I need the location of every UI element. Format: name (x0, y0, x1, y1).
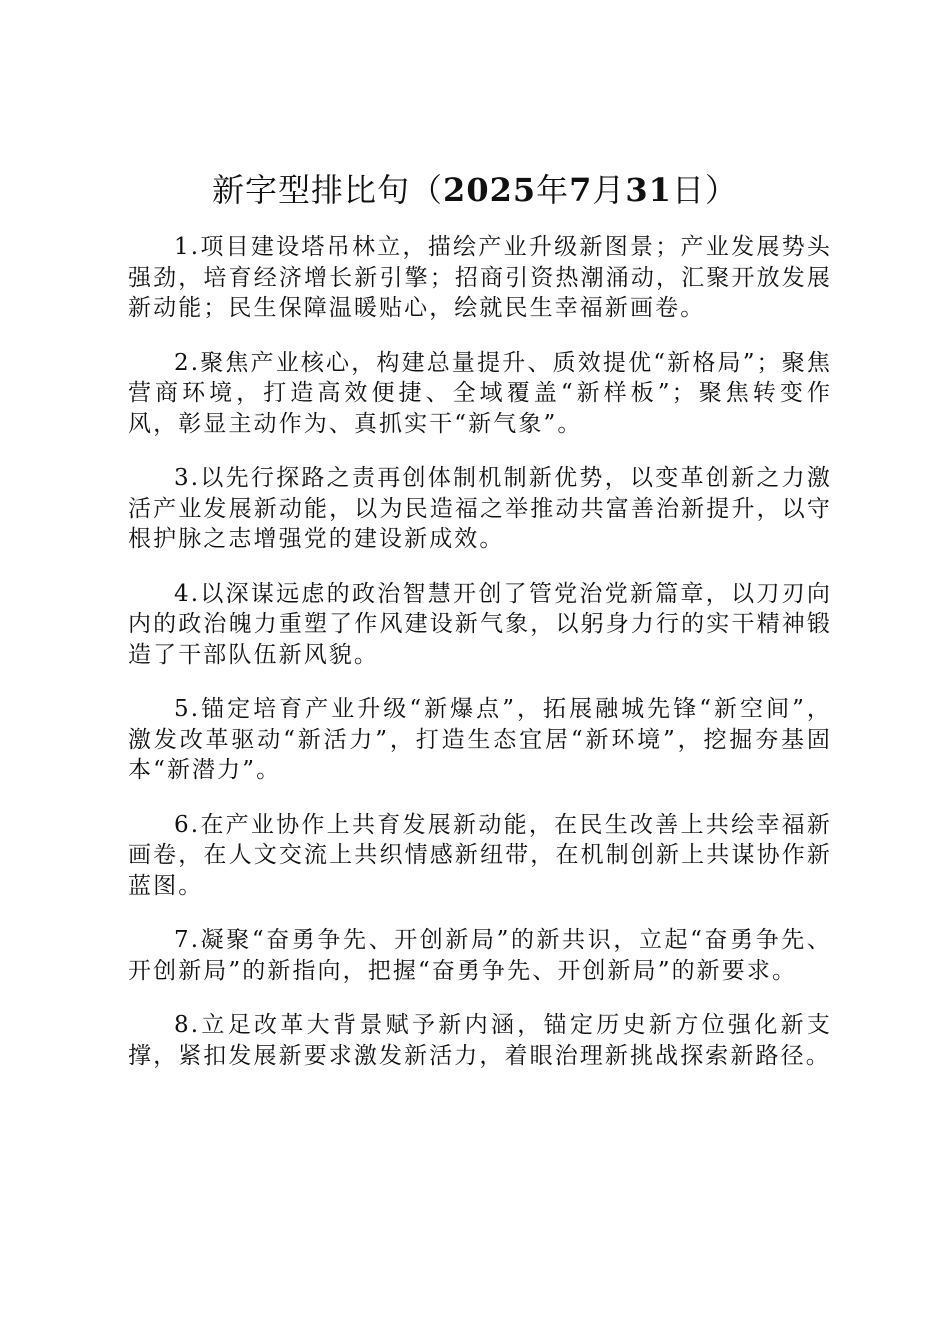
paragraph-2: 2.聚焦产业核心，构建总量提升、质效提优“新格局”；聚焦营商环境，打造高效便捷、全域覆盖“新样板”；聚焦转变作风，彰显主动作为、真抓实干“新气象”。 (128, 349, 832, 437)
paragraph-8: 8.立足改革大背景赋予新内涵，锚定历史新方位强化新支撑，紧扣发展新要求激发新活力，着眼治理新挑战探索新路径。 (128, 1012, 832, 1069)
title-suffix: 日） (671, 171, 738, 209)
title-prefix: 新字型排比句（ (212, 171, 444, 209)
title-year-unit: 年 (536, 171, 570, 209)
title-month-unit: 月 (592, 171, 626, 209)
title-year: 2025 (443, 171, 537, 209)
document-body (128, 232, 832, 1095)
paragraph-6: 6.在产业协作上共育发展新动能，在民生改善上共绘幸福新画卷，在人文交流上共织情感新纽带，在机制创新上共谋协作新蓝图。 (128, 811, 832, 899)
paragraph-4: 4.以深谋远虑的政治智慧开创了管党治党新篇章，以刀刃向内的政治魄力重塑了作风建设新气象，以躬身力行的实干精神锻造了干部队伍新风貌。 (128, 580, 832, 668)
paragraph-1: 1.项目建设塔吊林立，描绘产业升级新图景；产业发展势头强劲，培育经济增长新引擎；招商引资热潮涌动，汇聚开放发展新动能；民生保障温暖贴心，绘就民生幸福新画卷。 (128, 234, 832, 321)
title-day: 31 (625, 171, 672, 209)
paragraph-5: 5.锚定培育产业升级“新爆点”，拓展融城先锋“新空间”，激发改革驱动“新活力”，打造生态宜居“新环境”，挖掘夯基固本“新潜力”。 (128, 696, 832, 783)
paragraph-3: 3.以先行探路之责再创体制机制新优势，以变革创新之力激活产业发展新动能，以为民造福之举推动共富善治新提升，以守根护脉之志增强党的建设新成效。 (128, 465, 832, 552)
document-title (0, 168, 950, 212)
title-month: 7 (569, 171, 593, 209)
paragraph-7: 7.凝聚“奋勇争先、开创新局”的新共识，立起“奋勇争先、开创新局”的新指向，把握“奋勇争先、开创新局”的新要求。 (128, 927, 832, 984)
